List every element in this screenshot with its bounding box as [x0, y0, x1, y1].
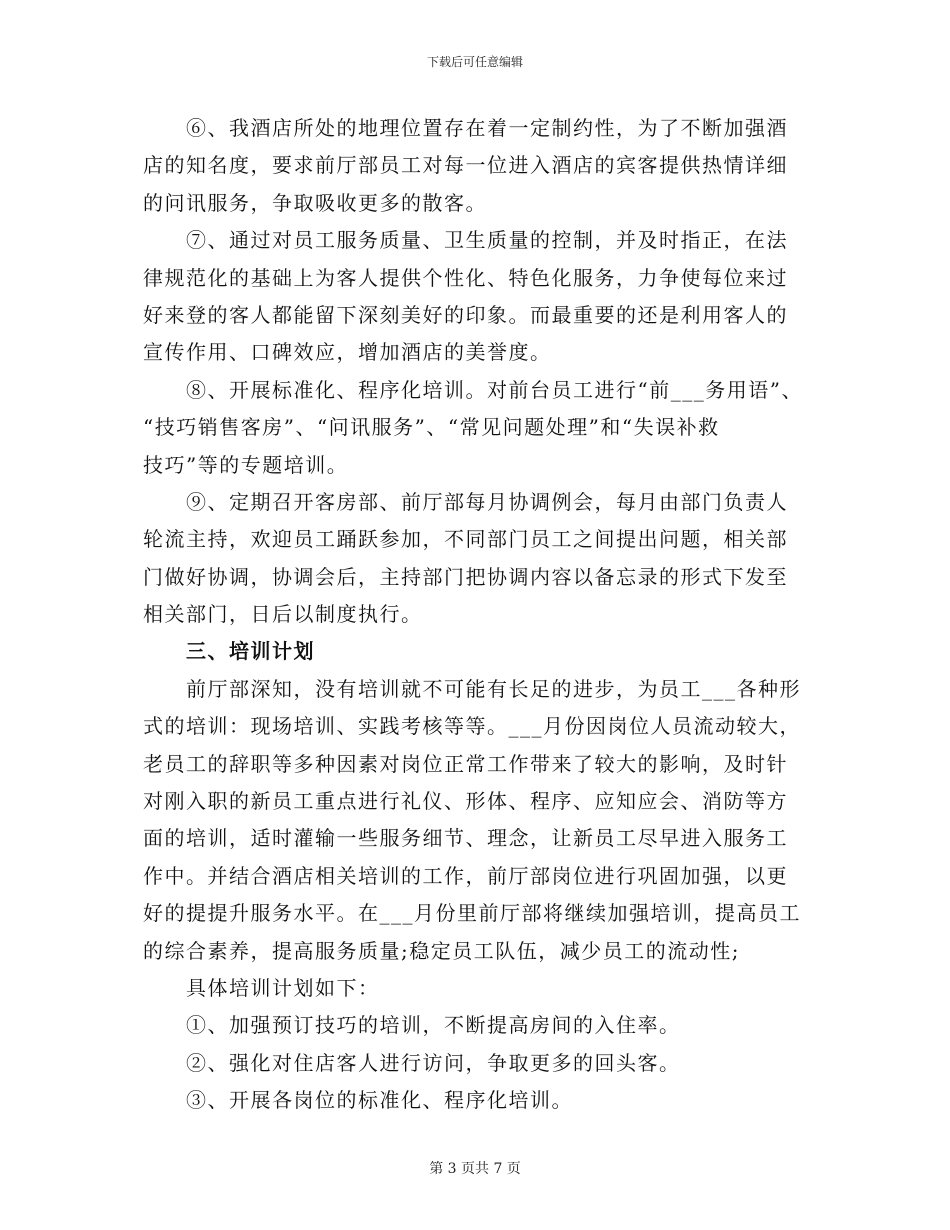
text-line: 具体培训计划如下：: [186, 975, 380, 1000]
text-line: 老员工的辞职等多种因素对岗位正常工作带来了较大的影响，及时针: [143, 751, 788, 776]
text-line: ⑧、开展标准化、程序化培训。对前台员工进行“前___务用语”、: [186, 377, 803, 402]
text-line: 宣传作用、口碑效应，增加酒店的美誉度。: [143, 340, 552, 365]
text-line: 店的知名度，要求前厅部员工对每一位进入酒店的宾客提供热情详细: [143, 153, 788, 178]
text-line: 式的培训：现场培训、实践考核等等。___月份因岗位人员流动较大，: [143, 714, 801, 739]
text-line: 对刚入职的新员工重点进行礼仪、形体、程序、应知应会、消防等方: [143, 789, 788, 814]
document-body: [143, 110, 823, 1120]
text-line: 轮流主持，欢迎员工踊跃参加，不同部门员工之间提出问题，相关部: [143, 527, 788, 552]
text-line: 好来登的客人都能留下深刻美好的印象。而最重要的还是利用客人的: [143, 302, 788, 327]
text-line: ②、强化对住店客人进行访问，争取更多的回头客。: [186, 1050, 681, 1075]
text-line: “技巧销售客房”、“问讯服务”、“常见问题处理”和“失误补救: [143, 415, 720, 440]
page-header: 下载后可任意编辑: [426, 55, 523, 69]
text-line: 前厅部深知，没有培训就不可能有长足的进步，为员工___各种形: [186, 676, 801, 701]
text-line: ⑨、定期召开客房部、前厅部每月协调例会，每月由部门负责人: [186, 489, 788, 514]
text-line: ①、加强预订技巧的培训，不断提高房间的入住率。: [186, 1013, 681, 1038]
text-line: 好的提提升服务水平。在___月份里前厅部将继续加强培训，提高员工: [143, 901, 801, 926]
text-line: ⑥、我酒店所处的地理位置存在着一定制约性，为了不断加强酒: [186, 116, 788, 140]
text-line: 作中。并结合酒店相关培训的工作，前厅部岗位进行巩固加强，以更: [143, 863, 788, 888]
page-footer: 第 3 页共 7 页: [429, 1161, 521, 1177]
text-line: 技巧”等的专题培训。: [143, 452, 349, 477]
text-line: ⑦、通过对员工服务质量、卫生质量的控制，并及时指正，在法: [186, 228, 788, 253]
text-line: 相关部门，日后以制度执行。: [143, 602, 423, 627]
section-heading: 三、培训计划: [186, 639, 315, 664]
text-line: 门做好协调，协调会后，主持部门把协调内容以备忘录的形式下发至: [143, 564, 788, 589]
text-line: 律规范化的基础上为客人提供个性化、特色化服务，力争使每位来过: [143, 265, 788, 290]
text-line: 的问讯服务，争取吸收更多的散客。: [143, 190, 487, 215]
text-line: ③、开展各岗位的标准化、程序化培训。: [186, 1088, 573, 1113]
text-line: 面的培训，适时灌输一些服务细节、理念，让新员工尽早进入服务工: [143, 826, 788, 851]
text-line: 的综合素养，提高服务质量;稳定员工队伍，减少员工的流动性;: [143, 938, 740, 963]
